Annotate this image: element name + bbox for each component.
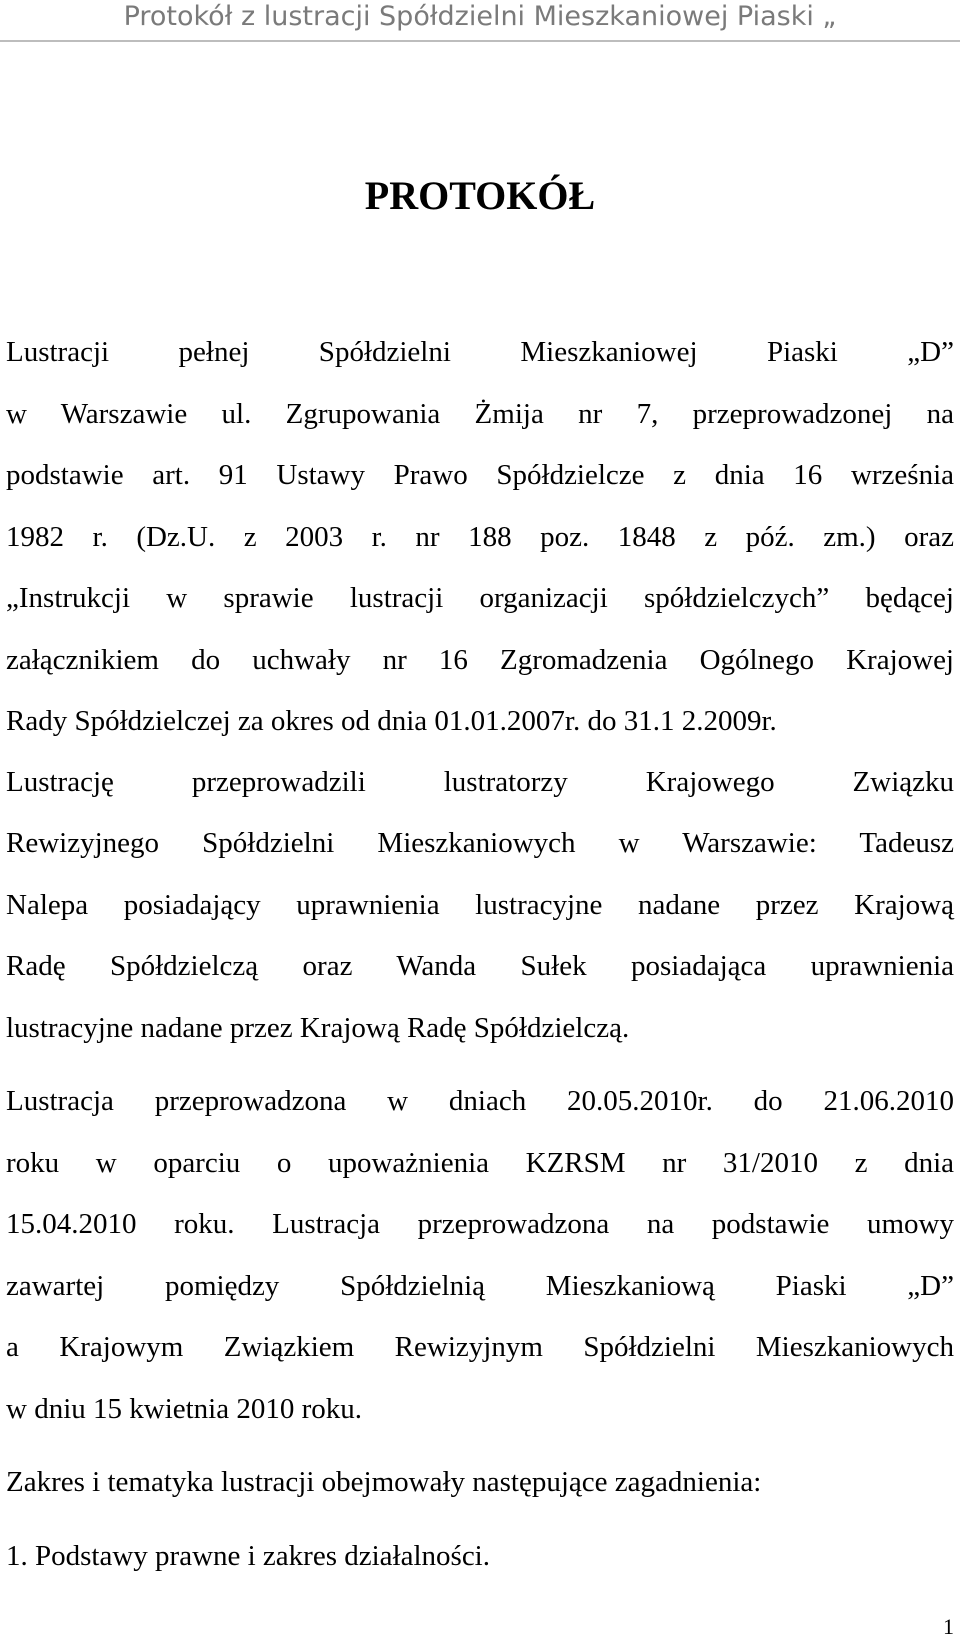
- text-line: a Krajowym Związkiem Rewizyjnym Spółdzielni Mieszkaniowych: [6, 1331, 954, 1363]
- paragraph-lustration-basis: [6, 322, 954, 753]
- list-item: 1. Podstawy prawne i zakres działalności.: [6, 1539, 490, 1572]
- text-line: Lustracji pełnej Spółdzielni Mieszkaniowej Piaski „D”: [6, 336, 954, 368]
- text-line: zawartej pomiędzy Spółdzielnią Mieszkaniową Piaski „D”: [6, 1269, 954, 1302]
- text-line: Rewizyjnego Spółdzielni Mieszkaniowych w Warszawie: Tadeusz: [6, 827, 954, 859]
- text-line: w Warszawie ul. Zgrupowania Żmija nr 7, przeprowadzonej na: [6, 397, 954, 430]
- text-line: załącznikiem do uchwały nr 16 Zgromadzenia Ogólnego Krajowej: [6, 643, 954, 676]
- text-line: Nalepa posiadający uprawnienia lustracyjne nadane przez Krajową: [6, 888, 954, 921]
- document-body: [6, 322, 954, 1587]
- text-line: Lustracja przeprowadzona w dniach 20.05.2010r. do 21.06.2010: [6, 1085, 954, 1117]
- header-divider: [0, 40, 960, 42]
- running-header: [0, 0, 960, 42]
- text-line: 1982 r. (Dz.U. z 2003 r. nr 188 poz. 1848 z póź. zm.) oraz: [6, 520, 954, 553]
- text-line: Radę Spółdzielczą oraz Wanda Sułek posiadająca uprawnienia: [6, 950, 954, 982]
- text-line: lustracyjne nadane przez Krajową Radę Spółdzielczą.: [6, 1011, 630, 1044]
- text-line: w dniu 15 kwietnia 2010 roku.: [6, 1392, 363, 1425]
- paragraph-lustration-dates: [6, 1071, 954, 1440]
- page-number: 1: [943, 1614, 954, 1639]
- paragraph-scope: [6, 1452, 954, 1587]
- text-line: Rady Spółdzielczej za okres od dnia 01.01.2007r. do 31.1 2.2009r.: [6, 705, 777, 737]
- text-line: „Instrukcji w sprawie lustracji organizacji spółdzielczych” będącej: [6, 582, 954, 614]
- text-line: podstawie art. 91 Ustawy Prawo Spółdzielcze z dnia 16 września: [6, 459, 954, 491]
- scope-intro: Zakres i tematyka lustracji obejmowały następujące zagadnienia:: [6, 1466, 762, 1498]
- text-line: 15.04.2010 roku. Lustracja przeprowadzona na podstawie umowy: [6, 1208, 954, 1240]
- text-line: roku w oparciu o upoważnienia KZRSM nr 31/2010 z dnia: [6, 1146, 954, 1179]
- paragraph-lustrators: [6, 752, 954, 1060]
- document-title: PROTOKÓŁ: [364, 173, 596, 218]
- text-line: Lustrację przeprowadzili lustratorzy Krajowego Związku: [6, 765, 954, 798]
- running-header-text: Protokół z lustracji Spółdzielni Mieszkaniowej Piaski „: [123, 1, 837, 32]
